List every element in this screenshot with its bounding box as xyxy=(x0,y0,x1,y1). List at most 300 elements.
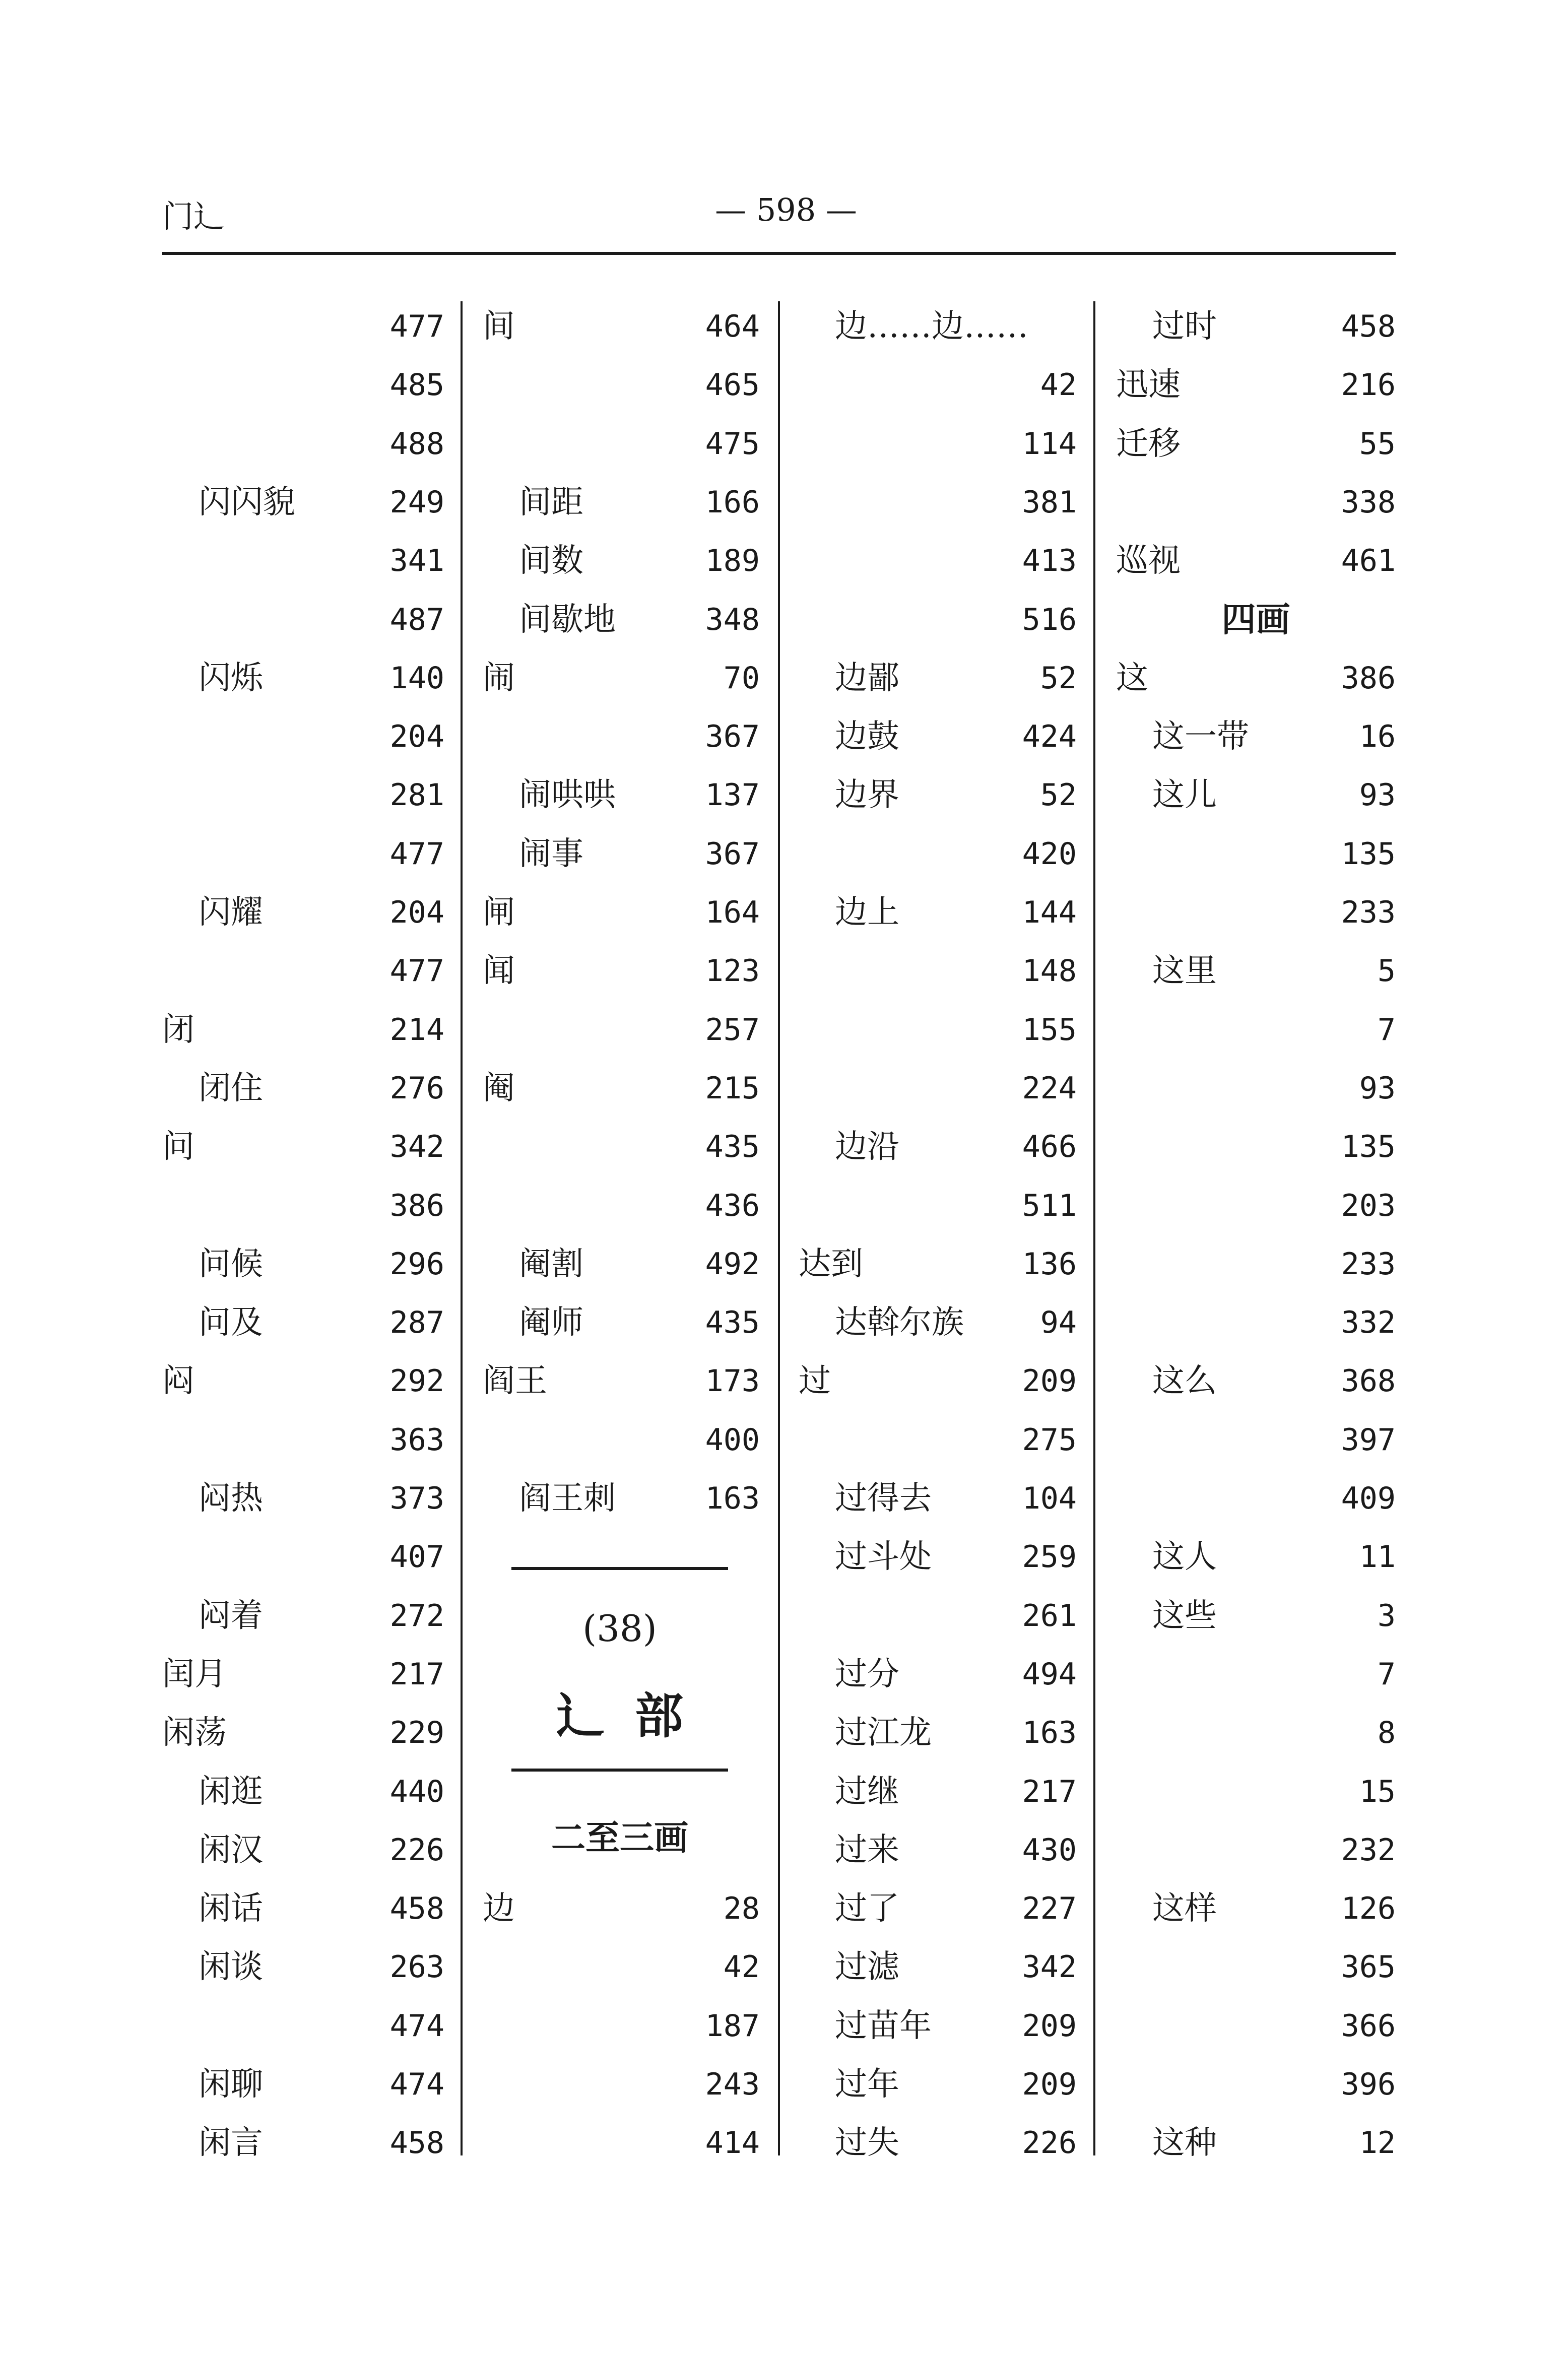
entry-page-number: 281 xyxy=(389,777,444,813)
entry-page-number: 144 xyxy=(1022,895,1077,930)
entry-term: 过滤 xyxy=(835,1948,899,1986)
index-entry xyxy=(799,356,1077,414)
entry-page-number: 338 xyxy=(1341,484,1396,520)
index-entry xyxy=(799,1411,1077,1469)
column-divider-3 xyxy=(1093,301,1095,2155)
entry-page-number: 341 xyxy=(389,543,444,579)
entry-page-number: 5 xyxy=(1377,953,1396,989)
entry-page-number: 243 xyxy=(705,2067,760,2102)
entry-page-number: 367 xyxy=(705,719,760,755)
index-entry xyxy=(483,297,760,356)
entry-page-number: 232 xyxy=(1341,1832,1396,1868)
entry-page-number: 209 xyxy=(1022,1363,1077,1399)
index-entry xyxy=(799,942,1077,1000)
entry-page-number: 511 xyxy=(1022,1188,1077,1223)
index-entry xyxy=(162,297,444,356)
index-entry xyxy=(1116,1879,1396,1938)
entry-page-number: 407 xyxy=(389,1539,444,1575)
index-entry xyxy=(162,1059,444,1118)
index-entry xyxy=(162,1997,444,2055)
index-entry xyxy=(1116,591,1396,649)
entry-page-number: 126 xyxy=(1341,1891,1396,1927)
index-entry xyxy=(483,1352,760,1410)
index-entry xyxy=(483,2114,760,2172)
index-entry xyxy=(799,825,1077,883)
index-entry xyxy=(483,1997,760,2055)
index-entry xyxy=(1116,1645,1396,1704)
entry-term: 边鼓 xyxy=(835,718,899,756)
section-rule-top xyxy=(511,1567,728,1570)
index-entry xyxy=(1116,2055,1396,2114)
entry-page-number: 227 xyxy=(1022,1891,1077,1927)
index-entry xyxy=(799,1645,1077,1704)
entry-term: 闹事 xyxy=(519,835,583,873)
entry-term: 阉 xyxy=(483,1069,515,1107)
entry-term: 闷 xyxy=(162,1362,194,1400)
index-entry xyxy=(799,1997,1077,2055)
index-entry xyxy=(1116,2114,1396,2172)
entry-page-number: 215 xyxy=(705,1070,760,1106)
index-entry xyxy=(1116,1176,1396,1235)
index-entry xyxy=(483,766,760,824)
entry-page-number: 430 xyxy=(1022,1832,1077,1868)
entry-page-number: 229 xyxy=(389,1715,444,1751)
entry-page-number: 332 xyxy=(1341,1305,1396,1341)
index-entry xyxy=(483,1235,760,1293)
entry-term: 过 xyxy=(799,1362,831,1400)
entry-page-number: 42 xyxy=(1040,367,1077,403)
index-entry xyxy=(162,356,444,414)
stroke-count-heading: 二至三画 xyxy=(551,1818,688,1858)
index-entry xyxy=(799,883,1077,942)
entry-page-number: 164 xyxy=(705,895,760,930)
entry-term: 过分 xyxy=(835,1655,899,1693)
index-entry xyxy=(799,1879,1077,1938)
entry-page-number: 135 xyxy=(1341,1129,1396,1165)
entry-term: 闲谈 xyxy=(199,1948,263,1986)
entry-page-number: 363 xyxy=(389,1422,444,1458)
entry-page-number: 487 xyxy=(389,602,444,637)
entry-term: 闭 xyxy=(162,1011,194,1049)
entry-page-number: 163 xyxy=(705,1481,760,1516)
index-entry xyxy=(162,473,444,532)
entry-page-number: 209 xyxy=(1022,2067,1077,2102)
stroke-count-heading: 四画 xyxy=(1221,599,1290,640)
entry-term: 闸 xyxy=(483,894,515,931)
entry-page-number: 233 xyxy=(1341,1246,1396,1282)
entry-term: 闲聊 xyxy=(199,2066,263,2103)
index-entry xyxy=(162,883,444,942)
index-entry xyxy=(1116,1001,1396,1059)
index-entry xyxy=(483,591,760,649)
entry-term: 达到 xyxy=(799,1245,863,1283)
entry-term: 闹哄哄 xyxy=(519,776,616,814)
entry-page-number: 163 xyxy=(1022,1715,1077,1751)
entry-term: 达斡尔族 xyxy=(835,1304,964,1342)
entry-page-number: 366 xyxy=(1341,2008,1396,2044)
entry-term: 边界 xyxy=(835,776,899,814)
entry-term: 问及 xyxy=(199,1304,263,1342)
entry-page-number: 187 xyxy=(705,2008,760,2044)
entry-term: 过继 xyxy=(835,1773,899,1810)
entry-page-number: 386 xyxy=(389,1188,444,1223)
entry-term: 闰月 xyxy=(162,1655,227,1693)
index-entry xyxy=(1116,1059,1396,1118)
index-entry xyxy=(799,532,1077,590)
entry-page-number: 373 xyxy=(389,1481,444,1516)
index-entry xyxy=(162,942,444,1000)
entry-term: 过斗处 xyxy=(835,1538,932,1576)
entry-term: 闪闪貌 xyxy=(199,483,295,521)
entry-page-number: 8 xyxy=(1377,1715,1396,1751)
entry-page-number: 233 xyxy=(1341,895,1396,930)
index-entry xyxy=(162,1176,444,1235)
index-entry xyxy=(1116,1528,1396,1586)
entry-page-number: 276 xyxy=(389,1070,444,1106)
index-entry xyxy=(162,1352,444,1410)
index-entry xyxy=(162,649,444,707)
index-entry xyxy=(483,942,760,1000)
entry-page-number: 413 xyxy=(1022,543,1077,579)
index-entry xyxy=(162,415,444,473)
index-entry xyxy=(162,1879,444,1938)
index-entry xyxy=(162,1235,444,1293)
entry-term: 巡视 xyxy=(1116,542,1181,580)
entry-page-number: 12 xyxy=(1359,2125,1396,2161)
index-entry xyxy=(483,1059,760,1118)
entry-term: 这 xyxy=(1116,659,1148,697)
index-entry xyxy=(1116,297,1396,356)
index-entry xyxy=(162,532,444,590)
entry-term: 间距 xyxy=(519,483,583,521)
entry-term: 迁移 xyxy=(1116,425,1181,463)
entry-page-number: 458 xyxy=(389,1891,444,1927)
entry-page-number: 400 xyxy=(705,1422,760,1458)
entry-term: 过得去 xyxy=(835,1480,932,1517)
index-entry xyxy=(799,591,1077,649)
index-entry xyxy=(162,1645,444,1704)
entry-term: 边鄙 xyxy=(835,659,899,697)
entry-page-number: 287 xyxy=(389,1305,444,1341)
index-entry xyxy=(799,707,1077,766)
entry-term: 闲话 xyxy=(199,1890,263,1928)
entry-page-number: 477 xyxy=(389,309,444,344)
entry-page-number: 15 xyxy=(1359,1774,1396,1809)
entry-page-number: 16 xyxy=(1359,719,1396,755)
entry-page-number: 136 xyxy=(1022,1246,1077,1282)
entry-page-number: 477 xyxy=(389,836,444,872)
index-entry xyxy=(799,473,1077,532)
entry-page-number: 214 xyxy=(389,1012,444,1048)
entry-term: 过年 xyxy=(835,2066,899,2103)
entry-page-number: 261 xyxy=(1022,1598,1077,1633)
entry-page-number: 440 xyxy=(389,1774,444,1809)
index-entry xyxy=(1116,1235,1396,1293)
index-entry xyxy=(1116,356,1396,414)
entry-term: 过时 xyxy=(1152,308,1217,345)
index-entry xyxy=(162,1411,444,1469)
index-entry xyxy=(162,1528,444,1586)
index-entry xyxy=(162,591,444,649)
index-entry xyxy=(162,1762,444,1821)
entry-term: 过苗年 xyxy=(835,2007,932,2045)
entry-page-number: 381 xyxy=(1022,484,1077,520)
index-entry xyxy=(483,473,760,532)
entry-page-number: 114 xyxy=(1022,426,1077,462)
index-entry xyxy=(799,1938,1077,1996)
index-entry xyxy=(1116,1469,1396,1528)
entry-page-number: 475 xyxy=(705,426,760,462)
index-entry xyxy=(1116,532,1396,590)
entry-term: 闪耀 xyxy=(199,894,263,931)
entry-page-number: 420 xyxy=(1022,836,1077,872)
entry-term: 闲逛 xyxy=(199,1773,263,1810)
index-entry xyxy=(483,1469,760,1528)
entry-page-number: 414 xyxy=(705,2125,760,2161)
index-entry xyxy=(483,825,760,883)
entry-term: 阎王 xyxy=(483,1362,547,1400)
page-number: — 598 — xyxy=(715,191,857,228)
index-entry xyxy=(483,1176,760,1235)
index-entry xyxy=(162,2114,444,2172)
entry-page-number: 42 xyxy=(723,1949,760,1985)
index-entry xyxy=(1116,766,1396,824)
index-entry xyxy=(799,2114,1077,2172)
index-entry xyxy=(1116,883,1396,942)
index-entry xyxy=(483,415,760,473)
entry-term: 闲荡 xyxy=(162,1714,227,1752)
index-entry xyxy=(483,1118,760,1176)
entry-page-number: 477 xyxy=(389,953,444,989)
entry-term: 闹 xyxy=(483,659,515,697)
index-entry xyxy=(1116,1997,1396,2055)
entry-page-number: 292 xyxy=(389,1363,444,1399)
index-entry xyxy=(162,1469,444,1528)
entry-page-number: 386 xyxy=(1341,660,1396,696)
index-entry xyxy=(1116,1587,1396,1645)
index-entry xyxy=(799,1118,1077,1176)
index-entry xyxy=(483,707,760,766)
index-entry xyxy=(1116,473,1396,532)
entry-term: 过来 xyxy=(835,1831,899,1869)
index-entry xyxy=(483,2055,760,2114)
entry-term: 这样 xyxy=(1152,1890,1217,1928)
entry-page-number: 166 xyxy=(705,484,760,520)
entry-term: 过了 xyxy=(835,1890,899,1928)
column-divider-2 xyxy=(778,301,780,2155)
index-entry xyxy=(799,1587,1077,1645)
entry-term: 边上 xyxy=(835,894,899,931)
entry-term: 间数 xyxy=(519,542,583,580)
entry-page-number: 226 xyxy=(389,1832,444,1868)
entry-term: 过失 xyxy=(835,2124,899,2162)
entry-page-number: 155 xyxy=(1022,1012,1077,1048)
index-entry xyxy=(799,1059,1077,1118)
entry-term: 边 xyxy=(483,1890,515,1928)
entry-page-number: 52 xyxy=(1040,660,1077,696)
index-entry xyxy=(799,1704,1077,1762)
index-entry xyxy=(799,415,1077,473)
entry-page-number: 275 xyxy=(1022,1422,1077,1458)
entry-page-number: 137 xyxy=(705,777,760,813)
entry-page-number: 11 xyxy=(1359,1539,1396,1575)
entry-page-number: 3 xyxy=(1377,1598,1396,1633)
index-entry xyxy=(1116,1118,1396,1176)
index-entry xyxy=(799,2055,1077,2114)
entry-term: 这一带 xyxy=(1152,718,1249,756)
entry-term: 边沿 xyxy=(835,1128,899,1166)
section-number: (38) xyxy=(582,1607,657,1650)
entry-page-number: 396 xyxy=(1341,2067,1396,2102)
entry-page-number: 249 xyxy=(389,484,444,520)
column-divider-1 xyxy=(461,301,463,2155)
index-entry xyxy=(799,649,1077,707)
running-head-section: 门辶 xyxy=(162,198,225,235)
entry-page-number: 397 xyxy=(1341,1422,1396,1458)
entry-term: 闭住 xyxy=(199,1069,263,1107)
entry-page-number: 474 xyxy=(389,2008,444,2044)
index-entry xyxy=(162,1704,444,1762)
index-entry xyxy=(1116,1704,1396,1762)
entry-term: 闲汉 xyxy=(199,1831,263,1869)
index-entry xyxy=(162,1821,444,1879)
entry-page-number: 204 xyxy=(389,719,444,755)
entry-term: 迅速 xyxy=(1116,366,1181,404)
entry-page-number: 492 xyxy=(705,1246,760,1282)
entry-page-number: 464 xyxy=(705,309,760,344)
index-entry xyxy=(483,649,760,707)
index-entry xyxy=(1116,707,1396,766)
entry-page-number: 461 xyxy=(1341,543,1396,579)
entry-page-number: 424 xyxy=(1022,719,1077,755)
entry-page-number: 217 xyxy=(389,1656,444,1692)
index-entry xyxy=(483,1411,760,1469)
section-rule-bottom xyxy=(511,1769,728,1772)
index-entry xyxy=(162,2055,444,2114)
entry-page-number: 257 xyxy=(705,1012,760,1048)
index-entry xyxy=(162,1938,444,1996)
entry-page-number: 365 xyxy=(1341,1949,1396,1985)
entry-term: 这么 xyxy=(1152,1362,1217,1400)
entry-page-number: 140 xyxy=(389,660,444,696)
entry-page-number: 263 xyxy=(389,1949,444,1985)
index-entry xyxy=(799,1176,1077,1235)
entry-page-number: 204 xyxy=(389,895,444,930)
index-entry xyxy=(162,1001,444,1059)
entry-page-number: 123 xyxy=(705,953,760,989)
entry-term: 边……边…… xyxy=(835,308,1028,345)
index-entry xyxy=(1116,1352,1396,1410)
index-entry xyxy=(483,1001,760,1059)
entry-page-number: 135 xyxy=(1341,836,1396,872)
entry-term: 间歇地 xyxy=(519,601,616,638)
index-entry xyxy=(799,1235,1077,1293)
entry-page-number: 52 xyxy=(1040,777,1077,813)
entry-term: 闷着 xyxy=(199,1597,263,1634)
entry-term: 闲言 xyxy=(199,2124,263,2162)
entry-page-number: 224 xyxy=(1022,1070,1077,1106)
entry-page-number: 217 xyxy=(1022,1774,1077,1809)
index-entry xyxy=(483,1938,760,1996)
entry-page-number: 342 xyxy=(389,1129,444,1165)
entry-page-number: 474 xyxy=(389,2067,444,2102)
index-entry xyxy=(483,1879,760,1938)
entry-page-number: 28 xyxy=(723,1891,760,1927)
index-entry xyxy=(162,766,444,824)
index-entry xyxy=(799,1293,1077,1352)
entry-term: 问候 xyxy=(199,1245,263,1283)
index-entry xyxy=(799,766,1077,824)
index-entry xyxy=(1116,1938,1396,1996)
entry-page-number: 7 xyxy=(1377,1012,1396,1048)
entry-page-number: 409 xyxy=(1341,1481,1396,1516)
entry-term: 闪烁 xyxy=(199,659,263,697)
entry-page-number: 259 xyxy=(1022,1539,1077,1575)
index-entry xyxy=(799,1762,1077,1821)
entry-term: 间 xyxy=(483,308,515,345)
entry-page-number: 94 xyxy=(1040,1305,1077,1341)
index-entry xyxy=(1116,415,1396,473)
entry-page-number: 466 xyxy=(1022,1129,1077,1165)
index-entry xyxy=(799,1001,1077,1059)
index-entry xyxy=(483,883,760,942)
index-entry xyxy=(799,1821,1077,1879)
index-entry xyxy=(483,532,760,590)
index-entry xyxy=(1116,1762,1396,1821)
entry-term: 阉师 xyxy=(519,1304,583,1342)
index-entry xyxy=(799,1352,1077,1410)
entry-page-number: 209 xyxy=(1022,2008,1077,2044)
entry-page-number: 189 xyxy=(705,543,760,579)
entry-page-number: 488 xyxy=(389,426,444,462)
entry-page-number: 458 xyxy=(1341,309,1396,344)
entry-page-number: 173 xyxy=(705,1363,760,1399)
entry-page-number: 70 xyxy=(723,660,760,696)
entry-term: 这里 xyxy=(1152,952,1217,990)
entry-page-number: 494 xyxy=(1022,1656,1077,1692)
entry-page-number: 342 xyxy=(1022,1949,1077,1985)
entry-page-number: 435 xyxy=(705,1305,760,1341)
entry-page-number: 367 xyxy=(705,836,760,872)
index-entry xyxy=(1116,1293,1396,1352)
entry-page-number: 348 xyxy=(705,602,760,637)
entry-page-number: 104 xyxy=(1022,1481,1077,1516)
entry-page-number: 516 xyxy=(1022,602,1077,637)
index-entry xyxy=(483,1293,760,1352)
entry-term: 这些 xyxy=(1152,1597,1217,1634)
entry-page-number: 7 xyxy=(1377,1656,1396,1692)
entry-page-number: 93 xyxy=(1359,1070,1396,1106)
entry-term: 问 xyxy=(162,1128,194,1166)
entry-page-number: 485 xyxy=(389,367,444,403)
index-entry xyxy=(162,707,444,766)
header-rule xyxy=(162,252,1396,255)
index-entry xyxy=(162,1293,444,1352)
entry-page-number: 226 xyxy=(1022,2125,1077,2161)
entry-page-number: 436 xyxy=(705,1188,760,1223)
entry-term: 阎王刺 xyxy=(519,1480,616,1517)
entry-page-number: 368 xyxy=(1341,1363,1396,1399)
entry-page-number: 203 xyxy=(1341,1188,1396,1223)
index-entry xyxy=(1116,649,1396,707)
index-entry xyxy=(799,297,1077,356)
entry-page-number: 296 xyxy=(389,1246,444,1282)
index-entry xyxy=(1116,825,1396,883)
index-entry xyxy=(483,356,760,414)
index-entry xyxy=(799,1469,1077,1528)
entry-term: 过江龙 xyxy=(835,1714,932,1752)
entry-page-number: 93 xyxy=(1359,777,1396,813)
